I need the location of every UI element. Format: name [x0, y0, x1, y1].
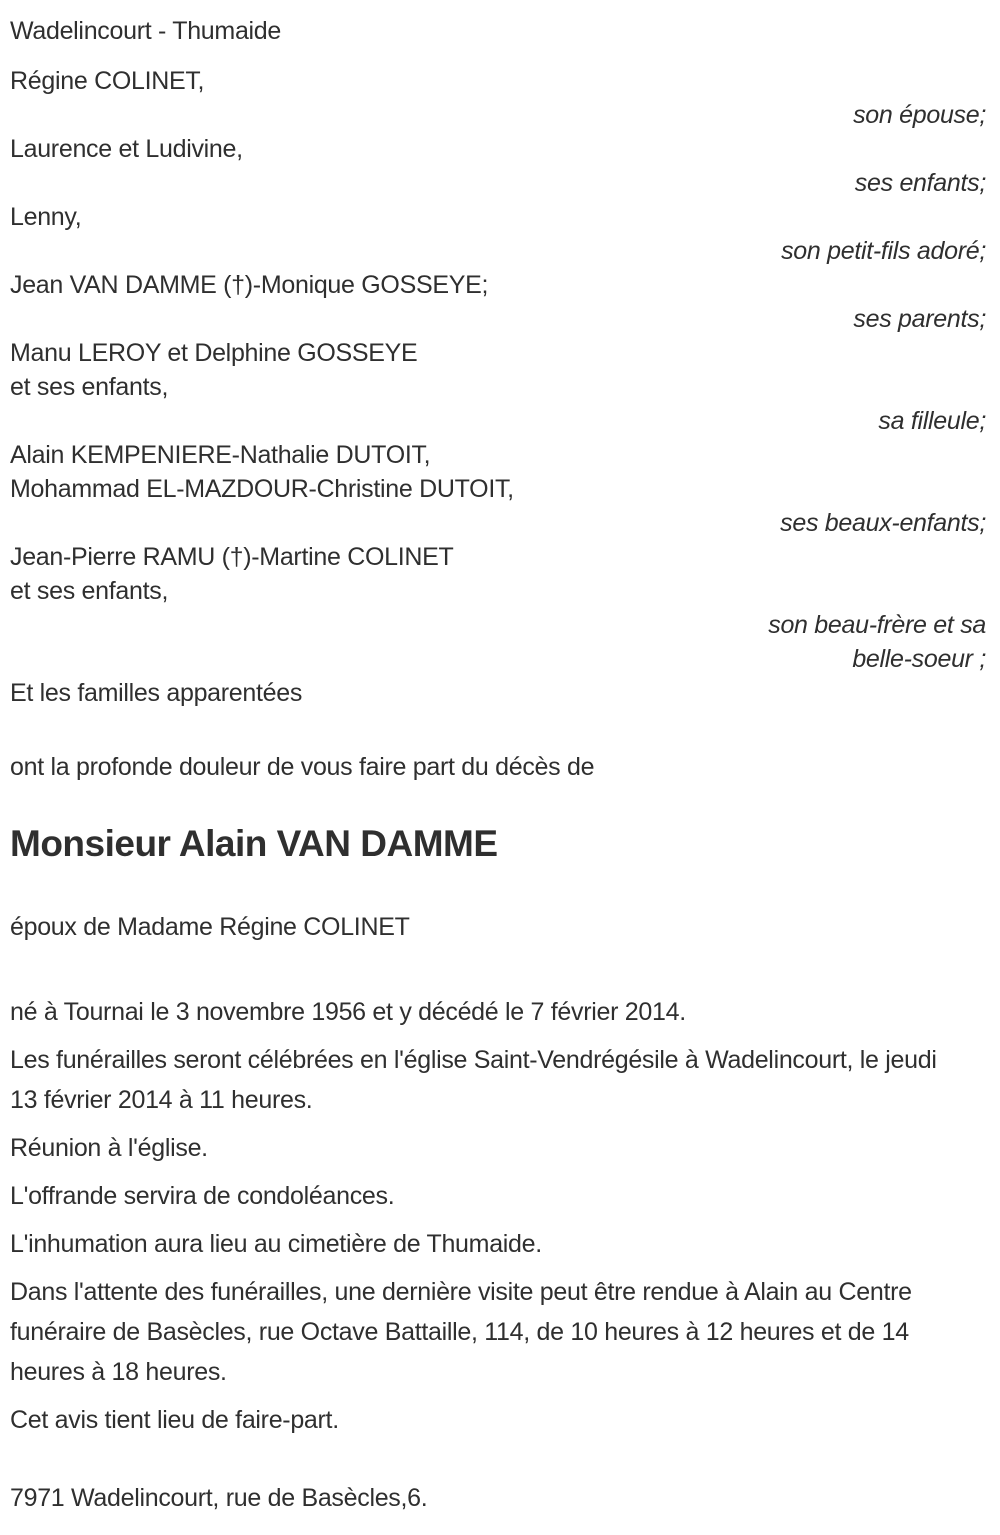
- details-section: [10, 992, 986, 1440]
- family-relation: ses beaux-enfants;: [780, 509, 986, 537]
- family-group: [10, 438, 986, 540]
- family-relation: ses parents;: [853, 305, 986, 333]
- detail-notice: Cet avis tient lieu de faire-part.: [10, 1406, 339, 1434]
- family-relation: sa filleule;: [878, 407, 986, 435]
- location-header: Wadelincourt - Thumaide: [10, 17, 282, 45]
- family-group: [10, 540, 986, 676]
- family-relation: son beau-frère et sa: [768, 611, 986, 639]
- family-group: [10, 336, 986, 438]
- family-names: Jean VAN DAMME (†)-Monique GOSSEYE;: [10, 271, 489, 299]
- detail-funeral-service: Les funérailles seront célébrées en l'église Saint-Vendrégésile à Wadelincourt, le jeudi 13 février 2014 à 11 heures.: [10, 1046, 937, 1114]
- spouse-line: époux de Madame Régine COLINET: [10, 913, 410, 941]
- family-relation: belle-soeur ;: [852, 645, 986, 673]
- family-relation: son petit-fils adoré;: [781, 237, 986, 265]
- detail-visitation: Dans l'attente des funérailles, une dernière visite peut être rendue à Alain au Centre funéraire de Basècles, rue Octave Battaille, 114, de 10 heures à 12 heures et de 14 heures à 18 heures.: [10, 1278, 912, 1386]
- deceased-name-title: Monsieur Alain VAN DAMME: [10, 823, 498, 864]
- family-names: Lenny,: [10, 203, 82, 231]
- detail-birth-death: né à Tournai le 3 novembre 1956 et y décédé le 7 février 2014.: [10, 998, 686, 1026]
- family-relation: son épouse;: [853, 101, 986, 129]
- family-names: Laurence et Ludivine,: [10, 135, 243, 163]
- family-section: [10, 64, 986, 676]
- family-group: [10, 200, 986, 268]
- announcement-intro: ont la profonde douleur de vous faire part du décès de: [10, 753, 595, 781]
- family-group: [10, 268, 986, 336]
- detail-burial: L'inhumation aura lieu au cimetière de Thumaide.: [10, 1230, 542, 1258]
- family-relation: ses enfants;: [854, 169, 986, 197]
- family-names: et ses enfants,: [10, 373, 169, 401]
- family-group: [10, 64, 986, 132]
- related-families-line: Et les familles apparentées: [10, 679, 303, 707]
- family-names: Manu LEROY et Delphine GOSSEYE: [10, 339, 418, 367]
- detail-meeting: Réunion à l'église.: [10, 1134, 208, 1162]
- family-names: Jean-Pierre RAMU (†)-Martine COLINET: [10, 543, 454, 571]
- family-names: Régine COLINET,: [10, 67, 205, 95]
- detail-offering: L'offrande servira de condoléances.: [10, 1182, 395, 1210]
- family-names: Mohammad EL-MAZDOUR-Christine DUTOIT,: [10, 475, 514, 503]
- family-names: et ses enfants,: [10, 577, 169, 605]
- family-group: [10, 132, 986, 200]
- footer-address: 7971 Wadelincourt, rue de Basècles,6.: [10, 1484, 428, 1512]
- family-names: Alain KEMPENIERE-Nathalie DUTOIT,: [10, 441, 431, 469]
